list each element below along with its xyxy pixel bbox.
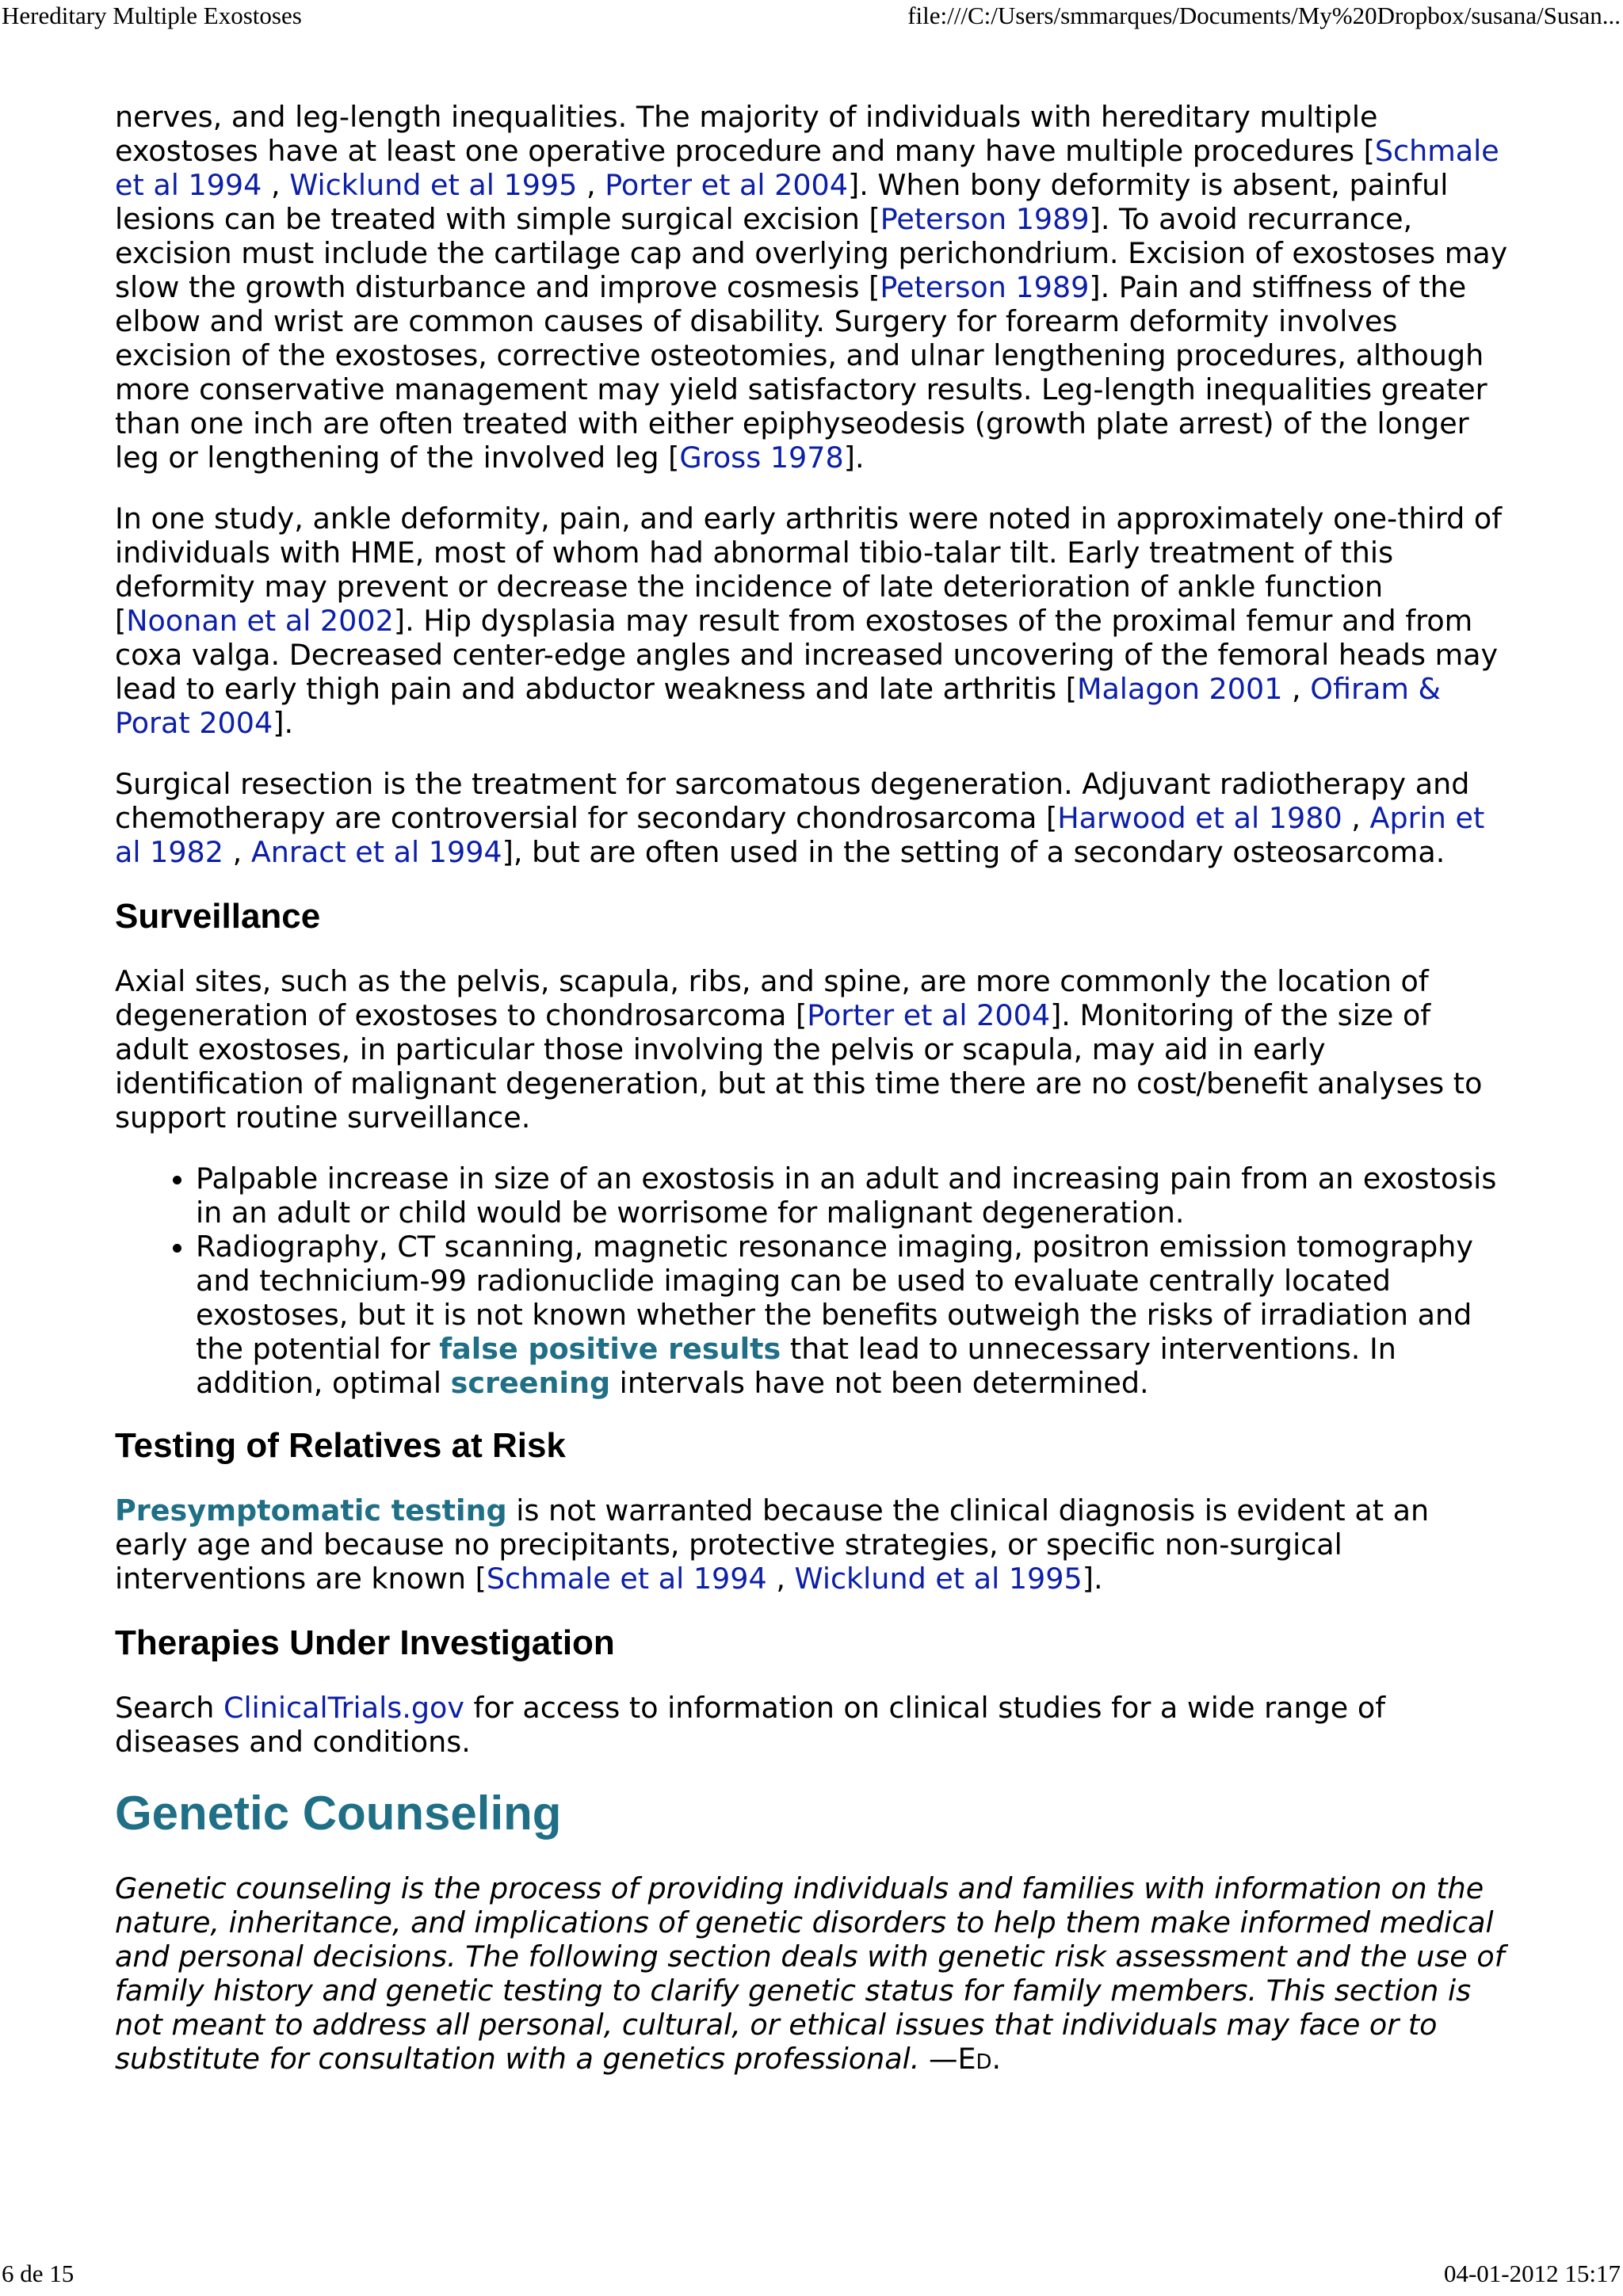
therapies-paragraph: Search ClinicalTrials.gov for access to information on clinical studies for a wide range of diseases and conditions.	[115, 1691, 1386, 1759]
surveillance-heading: Surveillance	[115, 897, 321, 936]
clinicaltrials-link[interactable]: ClinicalTrials.gov	[223, 1691, 464, 1725]
ref-link[interactable]: Gross 1978	[679, 441, 844, 475]
list-item: • Palpable increase in size of an exostosis in an adult and increasing pain from an exostosis in an adult or child would be worrisome for malignant degeneration.	[196, 1161, 1510, 1230]
ref-link[interactable]: Wicklund et al 1995	[289, 168, 578, 202]
print-header	[0, 2, 1623, 33]
surveillance-paragraph: Axial sites, such as the pelvis, scapula, ribs, and spine, are more commonly the location of degeneration of exostoses to chondrosarcoma [Porter et al 2004]. Monitoring of the size of adult exostoses, in particular those involving the pelvis or scapula, may aid in early identification of malignant degeneration, but at this time there are no cost/benefit analyses to support routine surveillance.	[115, 964, 1483, 1135]
ref-link[interactable]: Peterson 1989	[880, 202, 1090, 236]
ankle-hip-paragraph: In one study, ankle deformity, pain, and early arthritis were noted in approximately one-third of individuals with HME, most of whom had abnormal tibio-talar tilt. Early treatment of this deformity may prevent or decrease the incidence of late deterioration of ankle function [Noonan et al 2002]. Hip dysplasia may result from exostoses of the proximal femur and from coxa valga. Decreased center-edge angles and increased uncovering of the femoral heads may lead to early thigh pain and abductor weakness and late arthritis [Malagon 2001 , Ofiram & Porat 2004].	[115, 502, 1503, 740]
testing-paragraph: Presymptomatic testing is not warranted because the clinical diagnosis is evident at an early age and because no precipitants, protective strategies, or specific non-surgical interventions are known [Schmale et al 1994 , Wicklund et al 1995].	[115, 1493, 1430, 1596]
ref-link[interactable]: Schmale et al 1994	[115, 134, 1499, 202]
surveillance-list	[115, 1161, 1510, 1400]
print-header-title: Hereditary Multiple Exostoses	[2, 2, 302, 29]
ref-link[interactable]: Ofiram & Porat 2004	[115, 672, 1441, 740]
ref-link[interactable]: Porter et al 2004	[807, 998, 1051, 1032]
ref-link[interactable]: Malagon 2001	[1076, 672, 1283, 706]
resection-paragraph: Surgical resection is the treatment for sarcomatous degeneration. Adjuvant radiotherapy and chemotherapy are controversial for secondary chondrosarcoma [Harwood et al 1980 , Aprin et al 1982 , Anract et al 1994], but are often used in the setting of a secondary osteosarcoma.	[115, 767, 1485, 869]
document-content	[115, 100, 1510, 2103]
ref-link[interactable]: Porter et al 2004	[605, 168, 848, 202]
print-header-url: file:///C:/Users/smmarques/Documents/My%20Dropbox/susana/Susan...	[907, 2, 1621, 29]
glossary-link[interactable]: false positive results	[439, 1332, 781, 1366]
ref-link[interactable]: Aprin et al 1982	[115, 801, 1485, 869]
glossary-link[interactable]: Presymptomatic testing	[115, 1493, 507, 1527]
print-datetime: 04-01-2012 15:17	[1443, 2260, 1621, 2287]
ref-link[interactable]: Harwood et al 1980	[1057, 801, 1342, 835]
treatment-paragraph: nerves, and leg-length inequalities. The majority of individuals with hereditary multiple exostoses have at least one operative procedure and many have multiple procedures [Schmale et al 1994 , Wicklund et al 1995 , Porter et al 2004]. When bony deformity is absent, painful lesions can be treated with simple surgical excision [Peterson 1989]. To avoid recurrance, excision must include the cartilage cap and overlying perichondrium. Excision of exostoses may slow the growth disturbance and improve cosmesis [Peterson 1989]. Pain and stiffness of the elbow and wrist are common causes of disability. Surgery for forearm deformity involves excision of the exostoses, corrective osteotomies, and ulnar lengthening procedures, although more conservative management may yield satisfactory results. Leg-length inequalities greater than one inch are often treated with either epiphyseodesis (growth plate arrest) of the longer leg or lengthening of the involved leg [Gross 1978].	[115, 100, 1508, 475]
list-item: • Radiography, CT scanning, magnetic resonance imaging, positron emission tomography and technicium-99 radionuclide imaging can be used to evaluate centrally located exostoses, but it is not known whether the benefits outweigh the risks of irradiation and the potential for false positive results that lead to unnecessary interventions. In addition, optimal screening intervals have not been determined.	[196, 1230, 1510, 1400]
genetic-counseling-intro: Genetic counseling is the process of providing individuals and families with information on the nature, inheritance, and implications of genetic disorders to help them make informed medical and personal decisions. The following section deals with genetic risk assessment and the use of family history and genetic testing to clarify genetic status for family members. This section is not meant to address all personal, cultural, or ethical issues that individuals may face or to substitute for consultation with a genetics professional. —Ed.	[115, 1871, 1505, 2076]
ref-link[interactable]: Anract et al 1994	[250, 835, 502, 869]
ref-link[interactable]: Schmale et al 1994	[486, 1562, 767, 1596]
page-number: 6 de 15	[2, 2260, 74, 2287]
print-footer	[0, 2260, 1623, 2291]
ref-link[interactable]: Peterson 1989	[880, 270, 1090, 304]
genetic-counseling-heading: Genetic Counseling	[115, 1787, 562, 1840]
therapies-heading: Therapies Under Investigation	[115, 1623, 615, 1662]
ref-link[interactable]: Wicklund et al 1995	[794, 1562, 1083, 1596]
ref-link[interactable]: Noonan et al 2002	[126, 604, 394, 638]
glossary-link[interactable]: screening	[450, 1366, 611, 1400]
testing-relatives-heading: Testing of Relatives at Risk	[115, 1426, 566, 1465]
editor-signoff: —Ed.	[928, 2042, 1002, 2076]
